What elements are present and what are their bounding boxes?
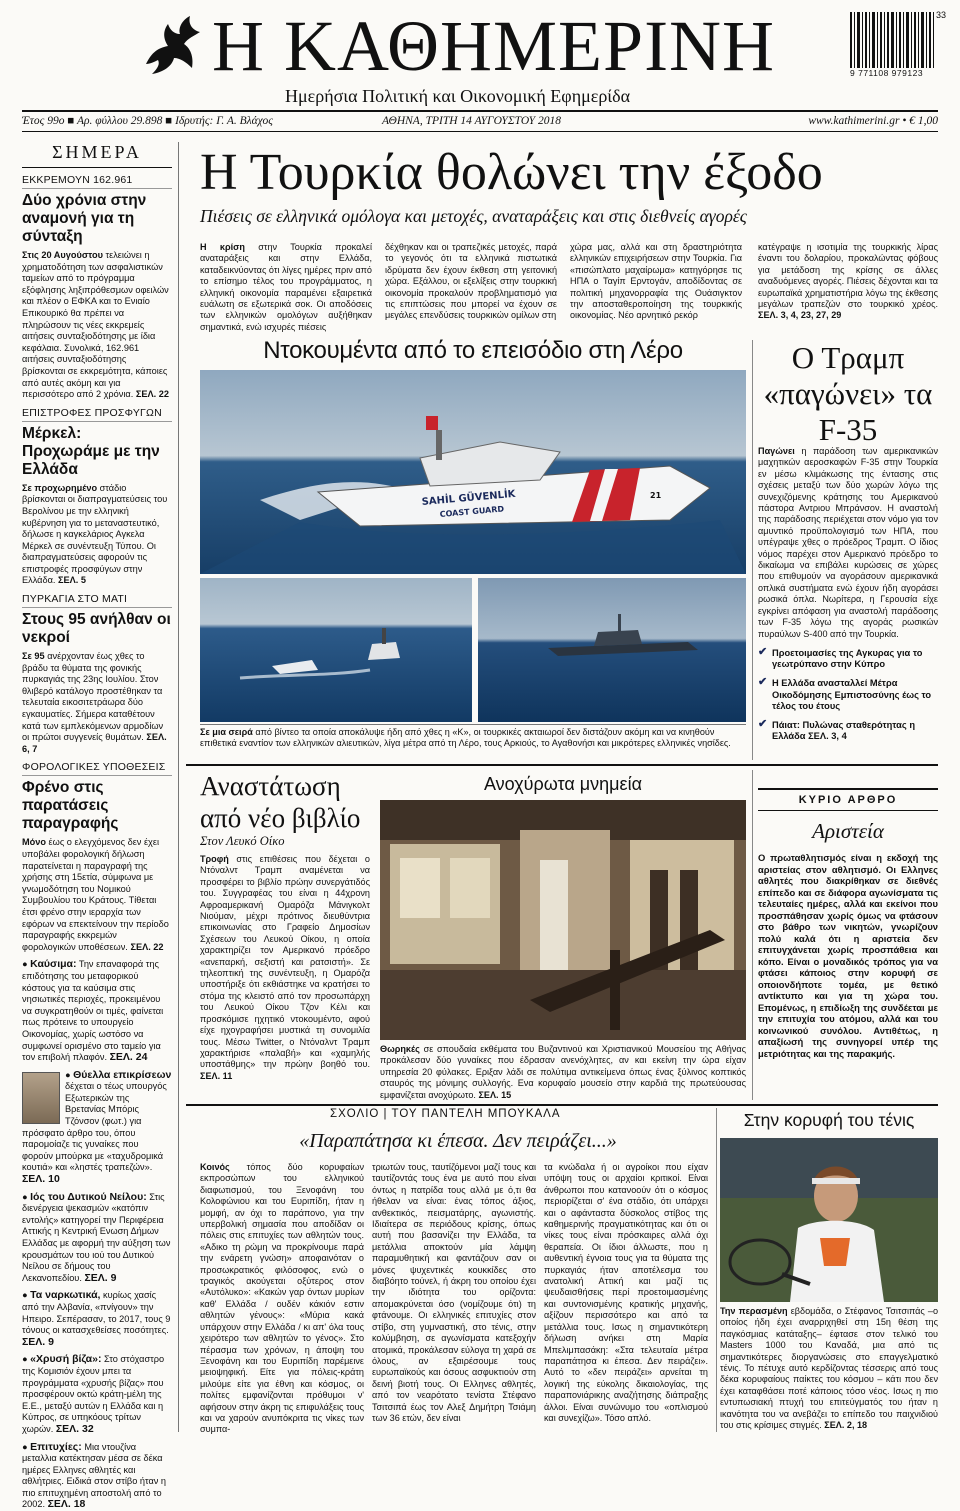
brief-headline: Στους 95 ανήλθαν οι νεκροί <box>22 611 172 647</box>
griffin-logo-icon <box>138 12 206 78</box>
newspaper-tagline: Ημερήσια Πολιτική και Οικονομική Εφημερίδα <box>285 86 630 107</box>
comment-column: Κοινός τόπος δύο κορυφαίων εκπροσώπων του ελληνικού διαφωτισμού, του Ξενοφάνη του Κολοφώνιου και του Ευριπίδη, ήταν η μομφή, αν όχι το παράπονο, για την υπερβολική σημασία που αποδίδαν οι πόλεις στις επιτυχίες των αθλητών τους. «Αδικο τη ρώμη να προκρίνουμε παρά την ενάρετη γνώση» αποφαινόταν ο προσωκρατικός φιλόσοφος, ενώ ο τραγικός ακούγεται οξύτερος στον «Αυτόλυκο»: «Κακών γαρ όντων μυρίων καθ' Ελλάδα / ουδέν κάκιόν εστιν αθλητών γένους»: «Μύρια κακά υπάρχουν στην Ελλάδα / κι απ' όλα τους χειρότερο των αθλητών το γένος». Στο πέρασμα των χρόνων, η άποψη του Ξενοφάνη και του Ευριπίδη παρέμεινε μειοψηφική. Είτε για πόλεις-κράτη μιλούμε είτε για έθνη και κόσμος, οι πολίτες εμφανίζονται πρόθυμοι ν' αφήσουν στην άκρη τις επιφυλάξεις τους και να χαρούν ανυπόκριτα τις νίκες των συμπα- <box>200 1162 364 1436</box>
brief-bullet: ● Καύσιμα: Την επαναφορά της επιδότησης του μεταφορικού κόστους για τα καύσιμα στις νησιωτικές περιοχές, προκειμένου να συγκρατηθούν οι τιμές, φαίνεται πως πρότεινε το υπουργείο Οικονομίας, χωρίς ωστόσο να συμφωνεί ορισμένο στο ταμείο για τον επιβολή πλαφόν. ΣΕΛ. 24 <box>22 959 172 1063</box>
coast-guard-boat-photo <box>200 370 746 574</box>
today-column <box>22 142 172 1432</box>
brief-headline: Δύο χρόνια στην αναμονή για τη σύνταξη <box>22 192 172 246</box>
issue-number: Έτος 99ο ■ Αρ. φύλλου 29.898 ■ Ιδρυτής: Γ. Α. Βλάχος <box>22 115 273 127</box>
brief-bullet: ● «Χρυσή βίζα»: Στο στόχαστρο της Κομισιόν έχουν μπει τα προγράμματα «χρυσής βίζας» που προσφέρουν οκτώ κράτη-μέλη της Ε.Ε., μεταξύ αυτών η Ελλάδα και η Κύπρος, σε υπηκόους τρίτων χωρών. ΣΕΛ. 32 <box>22 1354 172 1435</box>
brief-item <box>22 761 172 953</box>
lead-story-column: κατέγραψε η ισοτιμία της τουρκικής λίρας έναντι του δολαρίου, προκαλώντας φόβους για μετάδοση της κρίσης σε άλλες αναδυόμενες αγορές. Πιέσεις δέχονται και τα ευρωπαϊκά χρηματιστήρια λόγω της έκθεσης μεγάλων τραπεζών στο τουρκικό χρέος. ΣΕΛ. 3, 4, 23, 27, 29 <box>758 242 938 322</box>
brief-bullet: ● Επιτυχίες: Μια ντουζίνα μεταλλια κατέκτησαν μέσα σε δέκα ημέρες Ελληνες αθλητές και αθλήτριες. Ειδικά στον στίβο ήταν η πιο επιτυχημένη αποστολή από το 2002. ΣΕΛ. 18 <box>22 1442 172 1511</box>
related-links <box>758 648 938 742</box>
lead-story-column: δέχθηκαν και οι τραπεζικές μετοχές, παρά το γεγονός ότι τα ελληνικά πιστωτικά ιδρύματα δεν έχουν έκθεση στη γειτονική χώρα. Εξάλλου, οι εξελίξεις στην τουρκική οικονομία προκαλούν προβληματισμό για τις επιπτώσεις που μπορεί να έχουν σε μεγάλες επενδύσεις τουρκικών ομίλων στη <box>385 242 557 322</box>
related-link[interactable]: ✔ Η Ελλάδα ανασταλλεί Μέτρα Οικοδόμησης Εμπιστοσύνης έως το τέλος του έτους <box>758 678 938 712</box>
issue-date: ΑΘΗΝΑ, ΤΡΙΤΗ 14 ΑΥΓΟΥΣΤΟΥ 2018 <box>382 115 561 127</box>
brief-body: Σε προχωρημένο στάδιο βρίσκονται οι διαπραγματεύσεις του Βερολίνου με την ελληνική κυβέρνηση για το μεταναστευτικό, δήλωσε η καγκελάριος Αγκελα Μέρκελ σε συνέντευξη Τύπου. Οι διαπραγματεύσεις αφορούν τις επιστροφές προσφύγων στην Ελλάδα. ΣΕΛ. 5 <box>22 483 172 587</box>
comment-column: τα κνώδαλα ή οι αγροίκοι που είχαν υπόψη τους οι αρχαίοι κριτικοί. Είναι άνθρωποι που κατανοούν ότι ο κόσμος περιορίζεται σ' ένα στάδιο, ότι υπάρχει και ο αφάνταστα δύσκολος στίβος της καθημερινής πραγματικότητας και ότι οι νίκες τους είναι πρόσκαιρες αλλά όχι θεραπεία. Οι ίδιοι άλλωστε, που η αυθεντική έγνοια τους για τα θύματα της πυρκαγιάς ήταν αποτέλεσμα του ανατολική Αττική και μαζί τις ψευδαισθήσεις περί προετοιμασμένης και συντονισμένης κρατικής μηχανής, αξίζουν περισσότερο και από τα μετάλλια τους. Ισως η σημαντικότερη δήλωση ανήκει στη Μαρία Μπελιμπασάκη: «Στα τελευταία μέτρα παραπάτησα κι έπεσα. Δεν πειράζει». Αυτό το «δεν πειράζει» αρνείται τη λογική της εύκολης δικαιολογίας, της παραπονιάρικης αναζήτησης διάπραξης άλλοι. Είναι συνώνυμο του «οπλισμού και συνεχίζω». Τόσο απλό. <box>544 1162 708 1424</box>
editorial-label: ΚΥΡΙΟ ΑΡΘΡΟ <box>758 790 938 811</box>
tennis-player-photo <box>720 1138 938 1302</box>
brief-body: Σε 95 ανέρχονταν έως χθες το βράδυ τα θύματα της φονικής πυρκαγιάς της 23ης Ιουλίου. Στον θλιβερό κατάλογο προστέθηκαν τα τελευταία εικοσιτετράωρα δύο εγκαυματίες. Σήμερα καταθέτουν κατά των εμπλεκόμενων αρμοδίων οι πρώτοι συγγενείς θυμάτων. ΣΕΛ. 6, 7 <box>22 651 172 755</box>
photo-caption: Σε μια σειρά από βίντεο τα οποία αποκάλυψε ήδη από χθες η «Κ», οι τουρκικές ακταιωροί δεν διστάζουν ακόμη και να κινηθούν επιθετικά εναντίον των ελληνικών αλιευτικών, λίγα μέτρα από τη Λέρο, τους Αρκιούς, το Αγαθονήσι και μικρότερες ελληνικές νησίδες. <box>200 724 746 750</box>
avatar <box>22 1072 60 1124</box>
sea-chase-photo-left <box>200 578 472 722</box>
masthead <box>0 0 960 110</box>
boat-text: COAST GUARD <box>439 504 504 519</box>
brief-body: Μόνο έως ο ελεγχόμενος δεν έχει υποβάλει φορολογική δήλωση παρατείνεται η παραγραφή της χρήσης στη 15ετία, σύμφωνα με γνωμοδότηση του Νομικού Συμβουλίου του Κράτους. Τίθεται έτσι φρένο στην ιεραρχία των εφόρων να επεκτείνουν την περίοδο παραγραφής εκκρεμών φορολογικών υποθέσεων. ΣΕΛ. 22 <box>22 837 172 953</box>
barcode-number: 9 771108 979123 <box>850 68 923 78</box>
book-body: Τροφή στις επιθέσεις που δέχεται ο Ντόναλντ Τραμπ αναμένεται να προσφέρει το βιβλίο πρώην συνεργάτιδός του. Συγγραφέας του είναι η 44χρονη Αφροαμερικανή Ομαρόζα Μάνιγκολτ Νιούμαν, μέχρι πρότινος διευθύντρια επικοινωνίας στο Γραφείο Δημοσίων Σχέσεων του Λευκού Οίκου, η οποία χαρακτηρίζει τον Αμερικανό πρόεδρο «ανεπαρκή, σεξιστή και ρατσιστή». Σε τηλεοπτική της συνέντευξη, η Ομαρόζα υποστήριξε ότι εκθιάστηκε να κρατήσει το στόμα της κλειστό από τον προσωπάρχη του Λευκού Οίκου Τζον Κέλι και προσκόμισε ηχητικό ντοκουμέντο, αφού είχε ηχογραφήσει μυστικά τη συνομιλία τους. Μέσω Twitter, ο Ντόναλντ Τραμπ χαρακτήρισε «παλαβή» και «χαμηλής υποστάθμης» την πρώην βοηθό του. ΣΕΛ. 11 <box>200 854 370 1082</box>
comment-headline: «Παραπάτησα κι έπεσα. Δεν πειράζει...» <box>200 1130 716 1153</box>
editorial-body: Ο πρωταθλητισμός είναι η εκδοχή της αριστείας στον αθλητισμό. Οι Ελληνες αθλητές που διακρίθηκαν σε διεθνές επίπεδο και σε διάφορα αγωνίσματα τις τελευταίες ημέρες, αλλά και εκείνοι που προσπάθησαν χωρίς όμως να φτάσουν στο βάθρο των νικητών, γνωρίζουν πολύ καλά ότι η αριστεία δεν επιτυγχάνεται χωρίς προσπάθεια και κόπο. Είναι ο μοναδικός τρόπος για να φτάσει κάποιος στην κορυφή σε οποιονδήποτε τομέα, με θετικό αντίκτυπο και για τη χώρα του. Επομένως, η επιδίωξη της συνδέεται με την επιτυχία του ατόμου, αλλά και του κοινωνικού συνόλου. Αντιθέτως, η απαξίωσή της συνηγορεί υπέρ της μετριότητας και της παρακμής. <box>758 852 938 1059</box>
brief-kicker: ΦΟΡΟΛΟΓΙΚΕΣ ΥΠΟΘΕΣΕΙΣ <box>22 761 172 776</box>
lead-story-column: Η κρίση στην Τουρκία προκαλεί αναταράξεις και στην Ελλάδα, καταδεικνύοντας ότι λίγες ημέρες πριν από το επίσημο τέλος του προγράμματος, η ελληνική οικονομία παραμένει εξαιρετικά ευάλωτη σε εξωτερικά σοκ. Οι αποδόσεις των ελληνικών ομολόγων αυξήθηκαν σημαντικά, ενώ ισχυρές πιέσεις <box>200 242 372 333</box>
brief-headline: Φρένο στις παρατάσεις παραγραφής <box>22 779 172 833</box>
museum-caption: Θωρηκές σε σπουδαία εκθέματα του Βυζαντινού και Χριστιανικού Μουσείου της Αθήνας προκάλεσαν δύο γυναίκες που έδρασαν ανενόχλητες, αν και εκείνη την ώρα είχαν υπηρεσία 20 φύλακες. Εριξαν λάδι σε πολύτιμα αντικείμενα όπως ένας ξύλινος κοπτικός σταυρός της μόνιμης συλλογής. Ενα κορυφαίο μουσείο στην καρδιά της πρωτεύουσας εμφανίζεται ανοχύρωτο. ΣΕΛ. 15 <box>380 1044 746 1101</box>
brief-item <box>22 407 172 587</box>
tennis-headline: Στην κορυφή του τένις <box>720 1110 938 1131</box>
tennis-body: Την περασμένη εβδομάδα, ο Στέφανος Τσιτσιπάς –ο οποίος ήδη έχει αναρριχηθεί στη 15η θέση της παγκόσμιας κατάταξης– έφτασε στον τελικό του Masters 1000 του Καναδά, μια από τις σημαντικότερες διοργανώσεις στο επαγγελματικό τένις. Το πέτυχε αυτό κερδίζοντας τέσσερις από τους δέκα κορυφαίους παίκτες του κόσμου – κάτι που δεν έχει καταφθάσει ποτέ κάποιος τόσο νέος. Ισως η πιο εντυπωσιακή πτυχή του επιτεύγματός του ήταν η ικανότητα του να ανεβάζει το επίπεδο του παιχνιδιού του στις κρίσιμες στιγμές. ΣΕΛ. 2, 18 <box>720 1306 938 1431</box>
boat-text: SAHİL GÜVENLİK <box>421 486 517 508</box>
lead-subheadline: Πιέσεις σε ελληνικά ομόλογα και μετοχές, αναταράξεις και στις διεθνείς αγορές <box>200 206 747 227</box>
book-headline: Αναστάτωση από νέο βιβλίο <box>200 770 370 834</box>
newspaper-name: Η ΚΑΘΗΜΕΡΙΝΗ <box>212 6 775 86</box>
editorial-title: Αριστεία <box>758 819 938 844</box>
museum-headline: Ανοχύρωτα μνημεία <box>380 774 746 795</box>
boat-number: 21 <box>650 491 662 500</box>
comment-column: τριωτών τους, ταυτίζόμενοι μαζί τους και ταυτίζοντάς τους ένα με αυτό που είναι όντως η πατρίδα τους αλλά με ό,τι θα ήθελαν να είναι: ένας τόπος άξιος, ανθεκτικός, πεισματάρης, αγωνιστής. Ιδιαίτερα σε περιόδους κρίσης, όπως αυτή που βασανίζει την Ελλάδα, τα μετάλλια αποκτούν μία λάμψη παραμυθητική και φαντάζουν σαν οι μόνες ψυχεντικές κουκκίδες στο διαβόητο τούνελ, ή άκρη του οποίου έχει την ιδιότητα του ορίζοντα: απομακρύνεται όσο (νομίζουμε ότι) τη φτάνουμε. Οι ελληνικές επιτυχίες στον στίβο, στη γυμναστική, στο τένις, στην κολύμβηση, σε αγωνίσματα κατεξοχήν ατομικά, προκάλεσαν εύλογα τη χαρά σε όλους, αν εξαιρέσουμε τους ευρωπαϊκούς και όσους ασφυκτιούν στη δεινή βιοτή τους. Οι Ελληνες αθλητές, από τον νεαρότατο τενίστα Στέφανο Τσιτσιπά έως τον Αλεξ Δημήτρη Τσιάμη των 36 ετών, δεν είναι <box>372 1162 536 1424</box>
photo-story-headline: Ντοκουμέντα από το επεισόδιο στη Λέρο <box>200 337 746 365</box>
brief-item <box>22 593 172 755</box>
brief-kicker: ΕΚΚΡΕΜΟΥΝ 162.961 <box>22 174 172 189</box>
brief-headline: Μέρκελ: Προχωράμε με την Ελλάδα <box>22 425 172 479</box>
brief-bullet: ● Ιός του Δυτικού Νείλου: Στις διενέργεια ψεκασμών «κατόπιν εντολής» κατηγορεί την Περιφέρεια Αττικής η Κεντρική Ενωση Δήμων Ελλάδας με αφορμή την αύξηση των κρουσμάτων του ιού του Δυτικού Νείλου σε δήμους του Λεκανοπεδίου. ΣΕΛ. 9 <box>22 1192 172 1285</box>
lead-story-column: χώρα μας, αλλά και στη δραστηριότητα ελληνικών επιχειρήσεων στην Τουρκία. Για «πισώπλατο μαχαίρωμα» κατηγόρησε τις ΗΠΑ ο Ταγίπ Ερντογάν, αποδίδοντας σε πολιτική μηχανορραφία της Ουάσιγκτον την αποσταθεροποίηση της τουρκικής οικονομίας. Νέο αρνητικό ρεκόρ <box>570 242 742 322</box>
book-subheadline: Στον Λευκό Οίκο <box>200 834 285 849</box>
editorial-box <box>758 788 938 1104</box>
section-divider <box>186 764 938 766</box>
brief-bullet: ● Θύελλα επικρίσεων δέχεται ο τέως υπουργός Εξωτερικών της Βρετανίας Μπόρις Τζόνσον (φωτ.) για πρόσφατο άρθρο του, όπου παρομοίαζε τις γυναίκες που φορούν μπούρκα με «ταχυδρομικά κουτιά» και «ληστές τραπεζών». ΣΕΛ. 10 <box>22 1070 172 1186</box>
website-price: www.kathimerini.gr • € 1,00 <box>808 115 938 127</box>
column-divider <box>752 340 753 760</box>
brief-bullet: ● Τα ναρκωτικά, κυρίως χασίς από την Αλβανία, «πνίγουν» την Ηπειρο. Σεπέρασαν, το 2017, τους 9 τόνους οι κατασχεθείσες ποσότητες. ΣΕΛ. 9 <box>22 1290 172 1348</box>
f35-headline: Ο Τραμπ «παγώνει» τα F-35 <box>758 340 938 448</box>
lead-headline: Η Τουρκία θολώνει την έξοδο <box>200 143 823 203</box>
museum-interior-photo <box>380 800 746 1040</box>
column-divider <box>716 1108 717 1432</box>
issue-info-bar <box>22 110 938 132</box>
related-link[interactable]: ✔ Προετοιμασίες της Αγκυρας για το γεωτρύπανο στην Κύπρο <box>758 648 938 670</box>
comment-label: ΣΧΟΛΙΟ | ΤΟΥ ΠΑΝΤΕΛΗ ΜΠΟΥΚΑΛΑ <box>330 1108 561 1120</box>
today-label: ΣΗΜΕΡΑ <box>22 142 172 168</box>
brief-item <box>22 174 172 401</box>
section-divider <box>186 1104 938 1106</box>
column-divider <box>178 142 179 1432</box>
brief-body: Στις 20 Αυγούστου τελειώνει η χρηματοδότηση των ασφαλιστικών ταμείων από το πρόγραμμα εξόφλησης ληξιπρόθεσμων οφειλών και πλέον ο ΕΦΚΑ και το Ενιαίο Επικουρικό θα πρέπει να πληρώσουν τις νέες εκκρεμείς αιτήσεις συνταξιοδότησης με ίδια κεφάλαια. Συνολικά, 162.961 αιτήσεις συνταξιοδότησης βρίσκονται σε εκκρεμότητα, κάποιες από αυτές ακόμη και για περισσότερο από 2 χρόνια. ΣΕΛ. 22 <box>22 250 172 401</box>
f35-body: Παγώνει η παράδοση των αμερικανικών μαχητικών αεροσκαφών F-35 στην Τουρκία εν μέσω κλιμάκωσης της έντασης στις σχέσεις μεταξύ των δύο χωρών λόγω της συνεχιζόμενης κράτησης του Αμερικανού πάστορα Αντριου Μπράνσον. Η αναστολή της παράδοσης περιέχεται στον νόμο για τον αμυντικό προϋπολογισμό των ΗΠΑ, που υπέγραψε χθες ο πρόεδρος Τραμπ. Ο ίδιος νόμος παρέχει στον Αμερικανό πρόεδρο το δικαίωμα να επιβάλει κυρώσεις σε χώρες που επιθυμούν να αγοράσουν αμερικανικά οπλικά συστήματα ενώ έχουν ήδη αγοράσει ρωσικά όπλα. Νωρίτερα, η Γερουσία είχε εγκρίνει απόφαση για αναστολή παράδοσης των F-35 λόγω της αγοράς ρωσικών πυραύλων S-400 από την Τουρκία. <box>758 446 938 640</box>
related-link[interactable]: ✔ Πάιατ: Πυλώνας σταθερότητας η Ελλάδα ΣΕΛ. 3, 4 <box>758 720 938 742</box>
brief-kicker: ΠΥΡΚΑΓΙΑ ΣΤΟ ΜΑΤΙ <box>22 593 172 608</box>
sea-chase-photo-right <box>478 578 746 722</box>
column-divider <box>752 770 753 1100</box>
brief-kicker: ΕΠΙΣΤΡΟΦΕΣ ΠΡΟΣΦΥΓΩΝ <box>22 407 172 422</box>
barcode-issue-code: 33 <box>936 10 946 20</box>
